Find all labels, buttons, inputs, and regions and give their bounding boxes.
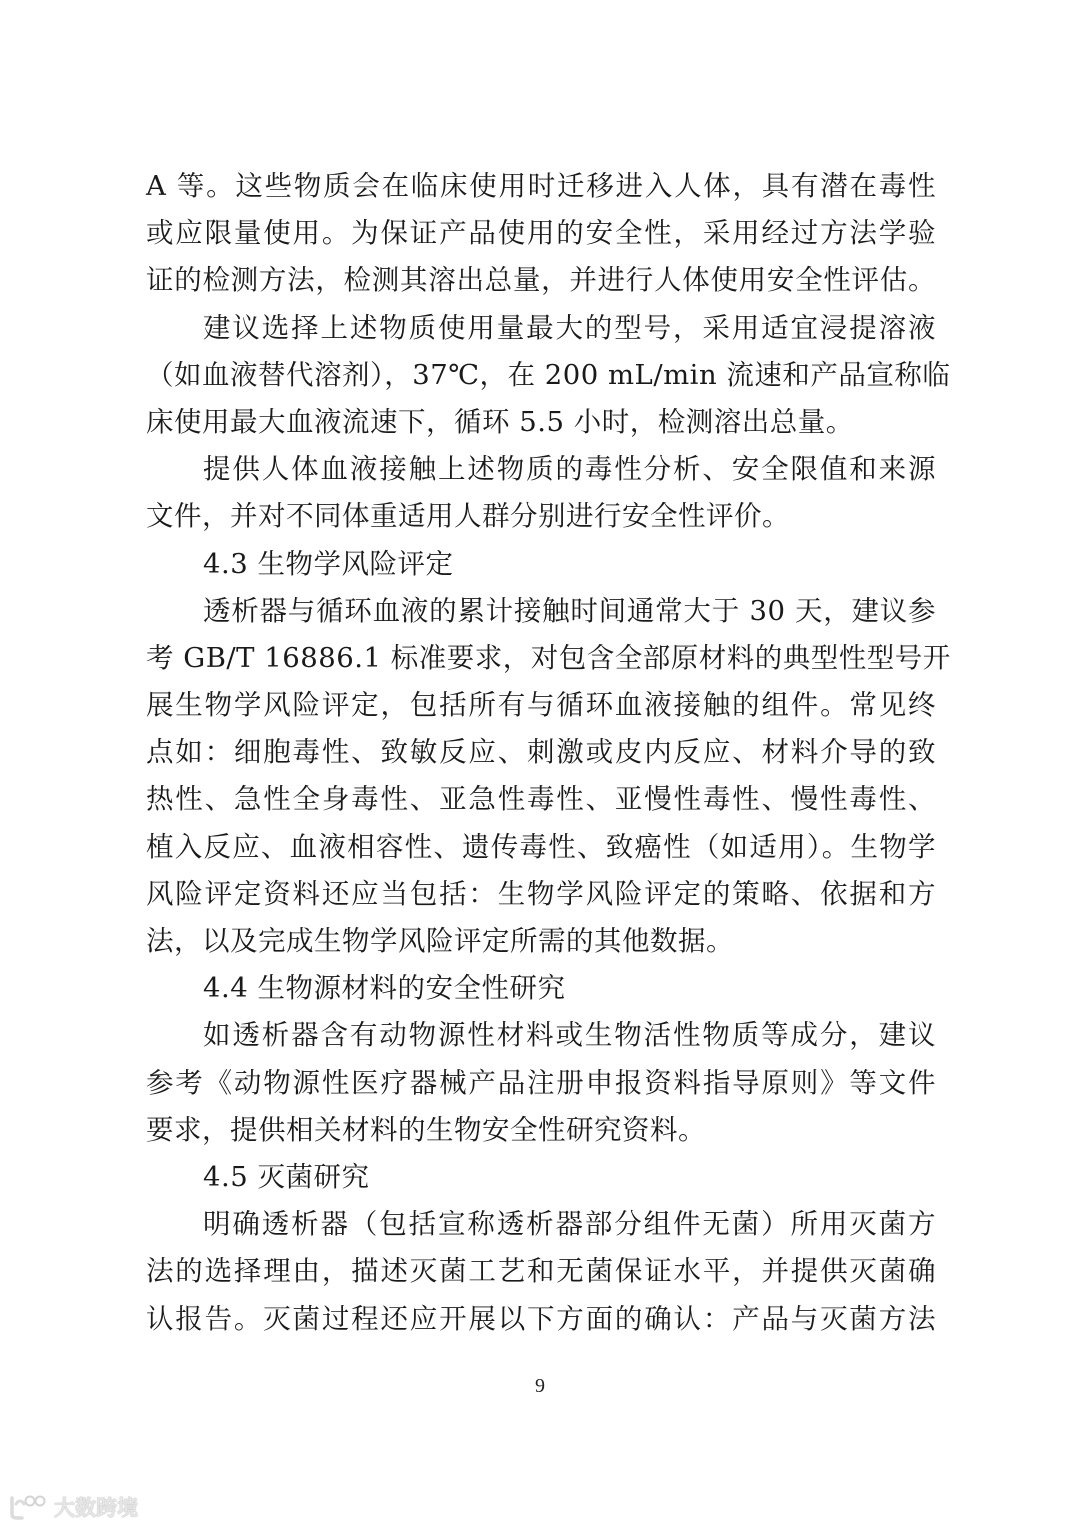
text-line: 透析器与循环血液的累计接触时间通常大于 30 天，建议参 <box>203 594 936 627</box>
watermark <box>8 1492 138 1522</box>
text-line: 提供人体血液接触上述物质的毒性分析、安全限值和来源 <box>203 453 936 486</box>
text-line: 参考《动物源性医疗器械产品注册申报资料指导原则》等文件 <box>146 1066 936 1099</box>
section-heading: 4.3 生物学风险评定 <box>203 547 454 580</box>
text-line: 认报告。灭菌过程还应开展以下方面的确认：产品与灭菌方法 <box>146 1302 936 1335</box>
text-line: A 等。这些物质会在临床使用时迁移进入人体，具有潜在毒性 <box>146 170 936 202</box>
text-line: 风险评定资料还应当包括：生物学风险评定的策略、依据和方 <box>146 877 936 910</box>
text-line: 植入反应、血液相容性、遗传毒性、致癌性（如适用）。生物学 <box>146 830 936 863</box>
text-line: （如血液替代溶剂），37℃，在 200 mL/min 流速和产品宣称临 <box>146 358 951 391</box>
brand-logo-icon <box>8 1494 48 1520</box>
text-line: 如透析器含有动物源性材料或生物活性物质等成分，建议 <box>203 1019 936 1052</box>
paragraph <box>146 588 951 966</box>
text-line: 法的选择理由，描述灭菌工艺和无菌保证水平，并提供灭菌确 <box>146 1255 936 1288</box>
section-heading: 4.4 生物源材料的安全性研究 <box>203 972 566 1005</box>
text-line: 床使用最大血液流速下，循环 5.5 小时，检测溶出总量。 <box>146 405 854 438</box>
page-number: 9 <box>535 1375 545 1397</box>
text-line: 考 GB/T 16886.1 标准要求，对包含全部原材料的典型性型号开 <box>146 641 951 674</box>
text-line: 展生物学风险评定，包括所有与循环血液接触的组件。常见终 <box>146 689 936 722</box>
text-line: 法，以及完成生物学风险评定所需的其他数据。 <box>146 925 734 957</box>
text-line: 点如：细胞毒性、致敏反应、刺激或皮内反应、材料介导的致 <box>146 736 936 769</box>
text-line: 证的检测方法，检测其溶出总量，并进行人体使用安全性评估。 <box>146 264 936 297</box>
text-line: 要求，提供相关材料的生物安全性研究资料。 <box>146 1113 706 1146</box>
paragraph <box>146 1012 936 1154</box>
watermark-text: 大数跨境 <box>54 1496 138 1520</box>
paragraph <box>146 1201 936 1343</box>
paragraph <box>146 163 936 305</box>
text-line: 文件，并对不同体重适用人群分别进行安全性评价。 <box>146 500 790 533</box>
paragraph <box>146 305 951 447</box>
text-line: 建议选择上述物质使用量最大的型号，采用适宜浸提溶液 <box>203 311 936 344</box>
text-line: 或应限量使用。为保证产品使用的安全性，采用经过方法学验 <box>146 217 936 250</box>
text-line: 明确透析器（包括宣称透析器部分组件无菌）所用灭菌方 <box>203 1208 936 1241</box>
text-line: 热性、急性全身毒性、亚急性毒性、亚慢性毒性、慢性毒性、 <box>146 783 936 816</box>
document-page <box>146 163 951 1343</box>
paragraph <box>146 446 936 540</box>
section-heading: 4.5 灭菌研究 <box>203 1160 370 1193</box>
